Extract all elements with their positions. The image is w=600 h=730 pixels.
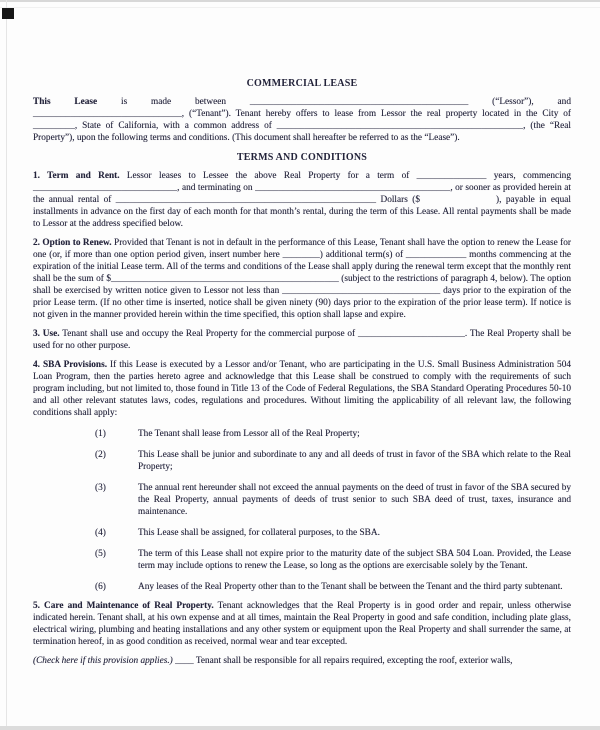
sba-item-5-number: (5)	[95, 549, 106, 559]
sba-item-2-number: (2)	[95, 450, 106, 460]
sba-item-1	[33, 428, 571, 440]
commencement-date-blank: _______________________________	[33, 183, 178, 193]
section-3-text-1: Tenant shall use and occupy the Real Property for the commercial purpose of	[59, 329, 358, 339]
section-1-text-3: , and terminating on	[177, 183, 256, 193]
annual-rental-blank: ________________________________________________________	[115, 195, 377, 205]
intro-text-2: (“Lessor”), and	[468, 97, 571, 107]
check-provision-text: Tenant shall be responsible for all repairs required, excepting the roof, exterior walls,	[193, 656, 513, 666]
section-3-heading: 3. Use.	[33, 329, 60, 339]
intro-text-5: , (the “Real Property”), upon the following terms and conditions. (This document shall hereafter be referred to as the “Lease”).	[33, 121, 571, 143]
sba-item-4-text: This Lease shall be assigned, for collateral purposes, to the SBA.	[138, 528, 380, 538]
section-3-use	[33, 328, 571, 352]
section-5-care-and-maintenance	[33, 600, 571, 648]
section-2-text-4: (subject to the restrictions of paragraph 4, below). The option shall be exercised by written notice given to Lessor not less than	[33, 274, 571, 296]
section-2-option-to-renew	[33, 237, 571, 321]
address-blank: _____________________________________________________	[276, 121, 524, 131]
option-term-months-blank: _____________	[405, 250, 467, 260]
intro-paragraph	[33, 96, 571, 144]
section-1-text-1: Lessor leases to Lessee the above Real Property for a term of	[119, 171, 417, 181]
sba-item-3-number: (3)	[95, 483, 106, 493]
sba-item-6	[33, 581, 571, 593]
section-5-text-1: Tenant acknowledges that the Real Property is in good order and repair, unless otherwise indicated herein. Tenant shall, at his own expense and at all times, maintain the Real Property in good and safe condition, including plate glass, electrical wiring, plumbing and heating installations and any other system or equipment upon the Real Property and shall surrender the same, at termination hereof, in as good condition as received, normal wear and tear excepted.	[33, 601, 571, 647]
section-1-term-and-rent	[33, 170, 571, 230]
check-provision-italic: (Check here if this provision applies.)	[33, 656, 173, 666]
intro-lead: This Lease	[33, 97, 98, 107]
option-count-blank: ________	[282, 250, 320, 260]
tenant-name-blank: ________________________________	[33, 109, 182, 119]
section-4-text-1: If this Lease is executed by a Lessor and/or Tenant, who are participating in the U.S. Small Business Administration 504 Loan Program, then the parties hereto agree and acknowledge that this Lease shall be construed to comply with the requirements of such program including, but not limited to, those found in Title 13 of the Code of Federal Regulations, the SBA Standard Operating Procedures 50-10 and all other relevant statutes laws, codes, regulations and procedures. Without limiting the applicability of all relevant law, the following conditions shall apply:	[33, 360, 571, 418]
intro-text-3: , (“Tenant”). Tenant hereby offers to lease from Lessor the real property located in the City of	[181, 109, 571, 119]
section-1-text-4: , or sooner as provided herein at the annual rental of	[33, 183, 571, 205]
sba-item-2-text: This Lease shall be junior and subordinate to any and all deeds of trust in favor of the SBA which relate to the Real Property;	[138, 450, 571, 472]
section-4-sba-provisions	[33, 359, 571, 419]
city-blank: _________	[33, 121, 75, 131]
page-left-edge	[6, 0, 7, 730]
monthly-rent-blank: _________________________________________________	[111, 274, 339, 284]
sba-item-1-number: (1)	[95, 429, 106, 439]
sba-item-3-text: The annual rent hereunder shall not exceed the annual payments on the deed of trust in favor of the SBA secured by the Real Property, annual payments of deeds of trust senior to such SBA deed of trust, taxes, insurance and maintenance.	[138, 483, 571, 517]
section-2-text-2: ) additional term(s) of	[319, 250, 406, 260]
sba-item-5-text: The term of this Lease shall not expire prior to the maturity date of the subject SBA 504 Loan. Provided, the Lease term may include options to renew the Lease, so long as the options are exercisable solely by the Tenant.	[138, 549, 571, 571]
term-years-blank: _______________	[416, 171, 487, 181]
section-2-heading: 2. Option to Renew.	[33, 238, 112, 248]
document-title: COMMERCIAL LEASE	[246, 78, 358, 89]
intro-text-4: , State of California, with a common address of	[74, 121, 277, 131]
termination-date-blank: __________________________________________	[255, 183, 451, 193]
provision-check-blank: ____	[172, 656, 194, 666]
sba-item-6-text: Any leases of the Real Property other than to the Tenant shall be between the Tenant and the third party subtenant.	[138, 582, 563, 592]
sba-item-4-number: (4)	[95, 528, 106, 538]
sba-item-3	[33, 482, 571, 518]
terms-heading: TERMS AND CONDITIONS	[236, 152, 368, 163]
section-1-text-5: Dollars ($	[376, 195, 421, 205]
section-3-text-2: . The Real Property shall be used for no other purpose.	[33, 329, 571, 351]
section-2-text-3: months commencing at the expiration of the initial Lease term. All of the terms and conditions of the Lease shall apply during the renewal term except that the monthly rent shall be the sum of $	[33, 250, 571, 284]
section-1-heading: 1. Term and Rent.	[33, 171, 120, 181]
sba-item-4	[33, 527, 571, 539]
section-5-heading: 5. Care and Maintenance of Real Property.	[33, 601, 214, 611]
section-1-text-6: ), payable in equal installments in advance on the first day of each month for that month’s rental, during the term of this Lease. All rental payments shall be made to Lessor at the address specified below.	[33, 195, 571, 229]
section-4-heading: 4. SBA Provisions.	[33, 360, 108, 370]
intro-text-1: is made between	[97, 97, 250, 107]
document-content	[33, 0, 571, 667]
sba-item-1-text: The Tenant shall lease from Lessor all of the Real Property;	[138, 429, 360, 439]
section-1-text-2: years, commencing	[486, 171, 571, 181]
scan-corner-mark	[2, 8, 14, 19]
section-2-text-5: days prior to the expiration of the prior Lease term. (If no other time is inserted, notice shall be given ninety (90) days prior to the expiration of the prior lease term). If notice is not given in the manner provided herein within the time specified, this option shall lapse and expire.	[33, 286, 571, 320]
sba-item-6-number: (6)	[95, 582, 106, 592]
lessor-name-blank: _______________________________________________	[249, 97, 469, 107]
sba-item-5	[33, 548, 571, 572]
commercial-purpose-blank: _______________________	[357, 329, 465, 339]
page-bottom-edge	[0, 726, 600, 730]
notice-days-blank: __________________________________	[282, 286, 441, 296]
check-provision-line	[33, 655, 571, 667]
section-2-text-1: Provided that Tenant is not in default in the performance of this Lease, Tenant shall have the option to renew the Lease for one (or, if more than one option period given, insert number here	[33, 238, 571, 260]
sba-item-2	[33, 449, 571, 473]
